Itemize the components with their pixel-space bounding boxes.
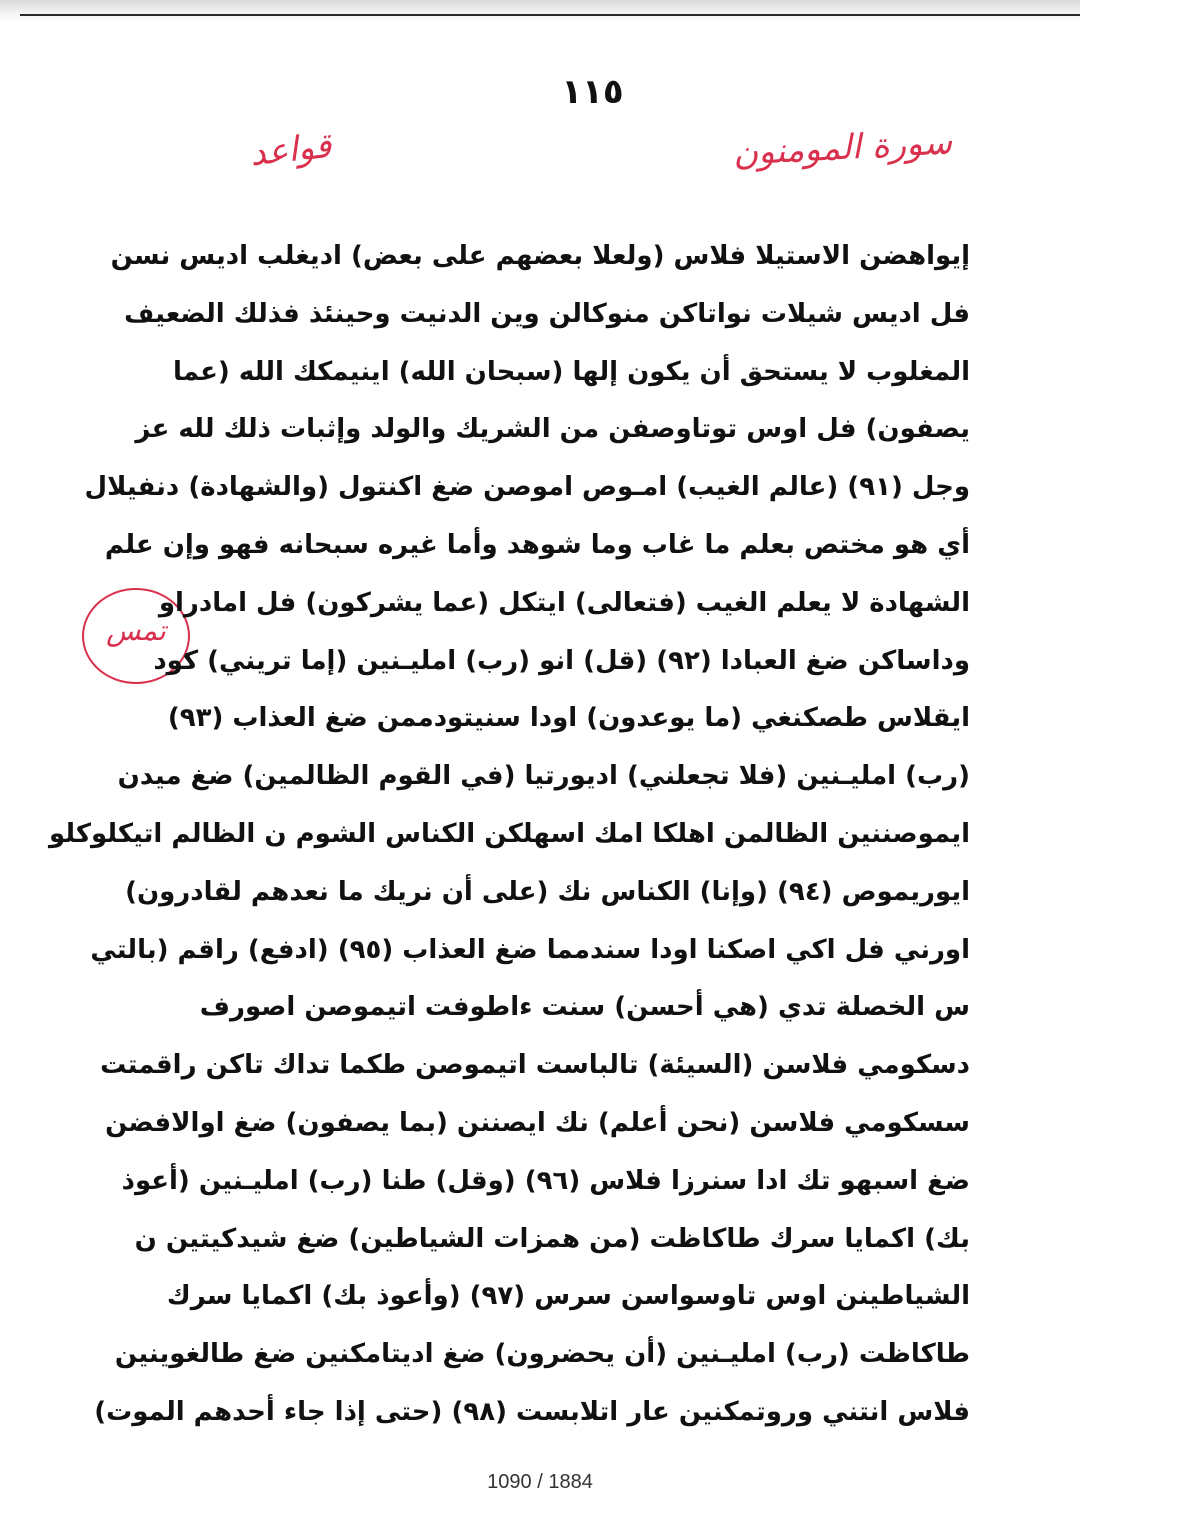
- text-line: ايموصننين الظالمن اهلكا امك اسهلكن الكناس الشوم ن الظالم اتيكلوكلو: [48, 818, 970, 849]
- top-border-line: [20, 14, 1080, 16]
- section-annotation: قواعد: [248, 125, 334, 175]
- text-line: وداساكن ضغ العبادا (٩٢) (قل) انو (رب) امليـنين (إما تريني) كود: [153, 645, 970, 676]
- text-line: يصفون) فل اوس توتاوصفن من الشريك والولد وإثبات ذلك لله عز: [135, 414, 970, 445]
- text-line: إيواهضن الاستيلا فلاس (ولعلا بعضهم على بعض) اديغلب اديس نسن: [110, 241, 970, 271]
- text-line: اورني فل اكي اصكنا اودا سندمما ضغ العذاب (٩٥) (ادفع) راقم (بالتي: [90, 934, 970, 965]
- text-line: س الخصلة تدي (هي أحسن) سنت ءاطوفت اتيموصن اصورف: [199, 992, 970, 1023]
- text-line: ضغ اسبهو تك ادا سنرزا فلاس (٩٦) (وقل) طنا (رب) امليـنين (أعوذ: [121, 1165, 970, 1196]
- text-line: بك) اكمايا سرك طاكاظت (من همزات الشياطين) ضغ شيدكيتين ن: [134, 1223, 970, 1254]
- text-line: فلاس انتني وروتمكنين عار اتلابست (٩٨) (حتى إذا جاء أحدهم الموت): [94, 1396, 970, 1427]
- text-line: وجل (٩١) (عالم الغيب) امـوص اموصن ضغ اكنتول (والشهادة) دنفيلال: [84, 472, 970, 503]
- text-line: طاكاظت (رب) امليـنين (أن يحضرون) ضغ اديتامكنين ضغ طالغوينين: [114, 1339, 970, 1370]
- text-line: (رب) امليـنين (فلا تجعلني) اديورتيا (في القوم الظالمين) ضغ ميدن: [117, 761, 970, 792]
- text-line: دسكومي فلاسن (السيئة) تالباست اتيموصن طكما تداك تاكن راقمتت: [100, 1050, 970, 1081]
- margin-note-text: تمس: [106, 614, 166, 647]
- text-line: الشياطينن اوس تاوسواسن سرس (٩٧) (وأعوذ بك) اكمايا سرك: [166, 1281, 970, 1312]
- text-line: المغلوب لا يستحق أن يكون إلها (سبحان الله) اينيمكك الله (عما: [172, 356, 970, 387]
- text-line: ايقلاس طصكنغي (ما يوعدون) اودا سنيتودممن ضغ العذاب (٩٣): [167, 703, 970, 734]
- text-line: أي هو مختص بعلم ما غاب وما شوهد وأما غيره سبحانه فهو وإن علم: [104, 529, 970, 560]
- page-top-edge: [0, 0, 1080, 22]
- text-line: سسكومي فلاسن (نحن أعلم) نك ايصننن (بما يصفون) ضغ اوالافضن: [105, 1107, 970, 1138]
- surah-annotation: سورة المومنون: [731, 122, 953, 174]
- text-line: ايوريموص (٩٤) (وإنا) الكناس نك (على أن نريك ما نعدهم لقادرون): [125, 876, 970, 907]
- text-line: فل اديس شيلات نواتاكن منوكالن وين الدنيت وحينئذ فذلك الضعيف: [124, 298, 970, 329]
- text-line: الشهادة لا يعلم الغيب (فتعالى) ايتكل (عما يشركون) فل امادراو: [158, 587, 970, 618]
- page-counter: 1090 / 1884: [487, 1471, 593, 1493]
- page-number: ١١٥: [561, 72, 624, 112]
